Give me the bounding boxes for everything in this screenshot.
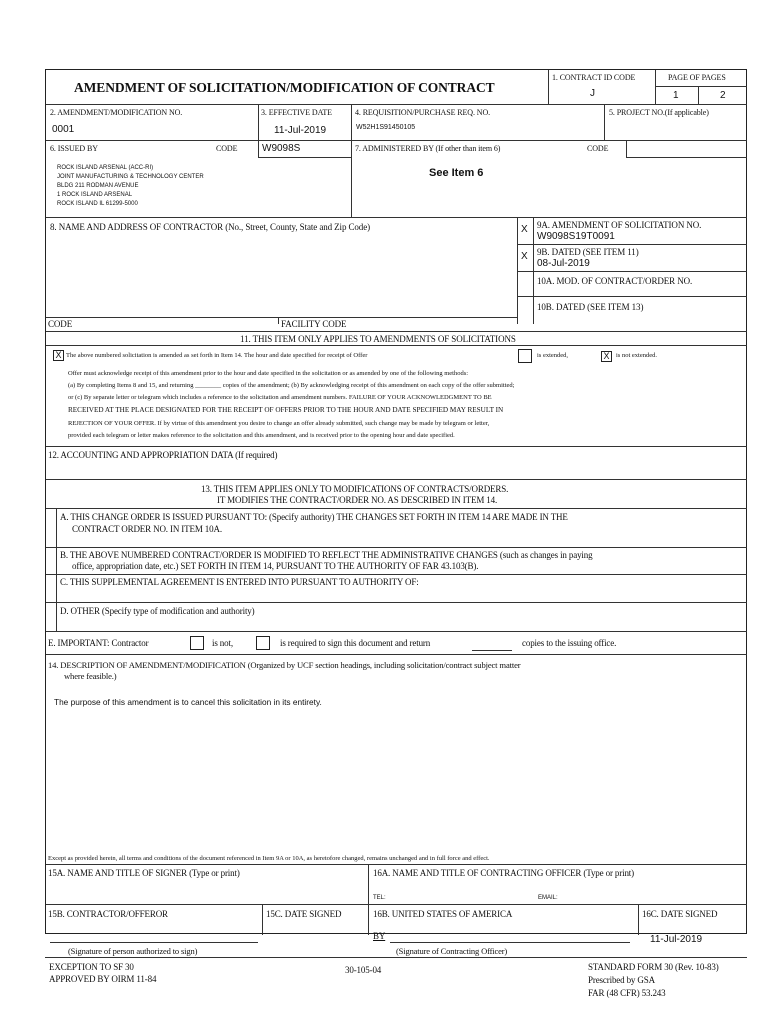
- item14-footer-note: Except as provided herein, all terms and conditions of the document referenced in Item 9A or 10A, as heretofore changed, remains unchanged and in full force and effect.: [48, 855, 490, 862]
- copies-blank-line: [472, 650, 512, 651]
- officer-signature-line: [390, 942, 630, 943]
- item14-description: The purpose of this amendment is to cancel this solicitation in its entirety.: [54, 697, 322, 707]
- issuer-address-line: ROCK ISLAND IL 61299-5000: [57, 201, 138, 207]
- issued-code: W9098S: [262, 143, 301, 154]
- item14-label-2: where feasible.): [64, 671, 117, 681]
- signature-person-caption: (Signature of person authorized to sign): [68, 946, 198, 956]
- important-is-not: is not,: [212, 638, 233, 648]
- item13-b-line2: office, appropriation date, etc.) SET FORTH IN ITEM 14, PURSUANT TO THE AUTHORITY OF FAR 43.103(B).: [72, 561, 479, 571]
- instruction-line: RECEIVED AT THE PLACE DESIGNATED FOR THE RECEIPT OF OFFERS PRIOR TO THE HOUR AND DATE SPECIFIED MAY RESULT IN: [68, 406, 504, 414]
- instruction-line: provided each telegram or letter makes reference to the solicitation and this amendment, and is received prior to the opening hour and date specified.: [68, 432, 455, 439]
- project-no-label: 5. PROJECT NO.(If applicable): [609, 108, 709, 117]
- tel-label: TEL:: [373, 895, 386, 901]
- issuer-address-line: 1 ROCK ISLAND ARSENAL: [57, 192, 133, 198]
- date-signed-15c-label: 15C. DATE SIGNED: [266, 909, 342, 919]
- footer-standard-form: STANDARD FORM 30 (Rev. 10-83): [588, 962, 719, 972]
- total-pages: 2: [720, 90, 726, 101]
- item13-heading-2: IT MODIFIES THE CONTRACT/ORDER NO. AS DESCRIBED IN ITEM 14.: [217, 495, 498, 505]
- instruction-line: (a) By completing Items 8 and 15, and returning ________ copies of the amendment; (b) By acknowledging receipt of this amendment on each copy of the offer submitted;: [68, 382, 515, 389]
- important-label: E. IMPORTANT: Contractor: [48, 638, 149, 648]
- amendment-no: 0001: [52, 124, 75, 135]
- important-copies: copies to the issuing office.: [522, 638, 617, 648]
- requisition-no: W52H1S91450105: [356, 124, 416, 131]
- contractor-code-label: CODE: [48, 319, 73, 329]
- mod-10a-label: 10A. MOD. OF CONTRACT/ORDER NO.: [537, 276, 693, 286]
- footer-form-number: 30-105-04: [345, 965, 382, 975]
- page-number: 1: [673, 90, 679, 101]
- admin-code-label: CODE: [587, 144, 609, 153]
- facility-code-label: FACILITY CODE: [281, 319, 347, 329]
- see-item-6: See Item 6: [429, 167, 484, 179]
- contractor-offeror-label: 15B. CONTRACTOR/OFFEROR: [48, 909, 168, 919]
- item13-b-line1: B. THE ABOVE NUMBERED CONTRACT/ORDER IS MODIFIED TO REFLECT THE ADMINISTRATIVE CHANGES (such as changes in paying: [60, 550, 593, 560]
- item11-heading: 11. THIS ITEM ONLY APPLIES TO AMENDMENTS OF SOLICITATIONS: [240, 334, 516, 344]
- amendment-9a-value: W9098S19T0091: [537, 231, 615, 242]
- item13-heading-1: 13. THIS ITEM APPLIES ONLY TO MODIFICATIONS OF CONTRACTS/ORDERS.: [201, 484, 509, 494]
- item14-label-1: 14. DESCRIPTION OF AMENDMENT/MODIFICATION (Organized by UCF section headings, including solicitation/contract subject matter: [48, 660, 521, 670]
- amended-text: The above numbered solicitation is amended as set forth in Item 14. The hour and date specified for receipt of Offer: [66, 352, 368, 359]
- extended-checkbox[interactable]: [518, 349, 532, 363]
- signature-officer-caption: (Signature of Contracting Officer): [396, 946, 508, 956]
- contract-id-code-label: 1. CONTRACT ID CODE: [552, 73, 636, 82]
- usa-label: 16B. UNITED STATES OF AMERICA: [373, 909, 513, 919]
- amendment-no-label: 2. AMENDMENT/MODIFICATION NO.: [50, 108, 183, 117]
- date-16c-value: 11-Jul-2019: [650, 934, 703, 945]
- issued-code-label: CODE: [216, 144, 238, 153]
- important-is-required: is required to sign this document and return: [280, 638, 431, 648]
- contractor-is-required-checkbox[interactable]: [256, 636, 270, 650]
- contractor-name-label: 8. NAME AND ADDRESS OF CONTRACTOR (No., Street, County, State and Zip Code): [50, 222, 371, 232]
- instruction-line: Offer must acknowledge receipt of this amendment prior to the hour and date specified in the solicitation or as amended by one of the following methods:: [68, 370, 469, 377]
- dated-10b-label: 10B. DATED (SEE ITEM 13): [537, 302, 644, 312]
- item13-c-line: C. THIS SUPPLEMENTAL AGREEMENT IS ENTERED INTO PURSUANT TO AUTHORITY OF:: [60, 577, 419, 587]
- issued-by-label: 6. ISSUED BY: [50, 144, 98, 153]
- signer-label: 15A. NAME AND TITLE OF SIGNER (Type or print): [48, 868, 240, 878]
- dated-9b-mark: X: [521, 251, 528, 262]
- instruction-line: REJECTION OF YOUR OFFER. If by virtue of this amendment you desire to change an offer already submitted, such change may be made by telegram or letter,: [68, 420, 490, 427]
- item13-d-line: D. OTHER (Specify type of modification and authority): [60, 606, 255, 616]
- dated-9b-value: 08-Jul-2019: [537, 258, 590, 269]
- footer-prescribed: Prescribed by GSA: [588, 975, 655, 985]
- item12-label: 12. ACCOUNTING AND APPROPRIATION DATA (If required): [48, 450, 278, 460]
- officer-label: 16A. NAME AND TITLE OF CONTRACTING OFFICER (Type or print): [373, 868, 634, 878]
- by-label: BY: [373, 931, 386, 941]
- contractor-is-not-checkbox[interactable]: [190, 636, 204, 650]
- instruction-line: or (c) By separate letter or telegram which includes a reference to the solicitation and amendment numbers. FAILURE OF YOUR ACKNOWLEDGMENT TO BE: [68, 394, 492, 401]
- item13-a-line1: A. THIS CHANGE ORDER IS ISSUED PURSUANT TO: (Specify authority) THE CHANGES SET FORTH IN ITEM 14 ARE MADE IN THE: [60, 512, 568, 522]
- amended-checkbox[interactable]: X: [53, 350, 64, 361]
- form-title: AMENDMENT OF SOLICITATION/MODIFICATION OF CONTRACT: [74, 80, 495, 95]
- issuer-address-line: BLDG 211 RODMAN AVENUE: [57, 183, 139, 189]
- contract-id-code: J: [590, 88, 595, 99]
- requisition-label: 4. REQUISITION/PURCHASE REQ. NO.: [355, 108, 491, 117]
- administered-by-label: 7. ADMINISTERED BY (If other than item 6): [355, 144, 501, 153]
- dated-9b-label: 9B. DATED (SEE ITEM 11): [537, 247, 639, 257]
- footer-far: FAR (48 CFR) 53.243: [588, 988, 666, 998]
- amendment-9a-label: 9A. AMENDMENT OF SOLICITATION NO.: [537, 220, 702, 230]
- page-of-pages-label: PAGE OF PAGES: [668, 73, 726, 82]
- issuer-address-line: ROCK ISLAND ARSENAL (ACC-RI): [57, 165, 154, 171]
- contractor-signature-line: [50, 942, 258, 943]
- footer-exception: EXCEPTION TO SF 30: [49, 962, 134, 972]
- date-signed-16c-label: 16C. DATE SIGNED: [642, 909, 718, 919]
- footer-approved: APPROVED BY OIRM 11-84: [49, 974, 157, 984]
- email-label: EMAIL:: [538, 895, 558, 901]
- item13-a-line2: CONTRACT ORDER NO. IN ITEM 10A.: [72, 524, 222, 534]
- not-extended-checkbox[interactable]: X: [601, 351, 612, 362]
- sf30-form: [45, 69, 747, 945]
- not-extended-label: is not extended.: [616, 352, 657, 359]
- amendment-9a-mark: X: [521, 224, 528, 235]
- effective-date: 11-Jul-2019: [274, 125, 327, 136]
- extended-label: is extended,: [537, 352, 569, 359]
- effective-date-label: 3. EFFECTIVE DATE: [261, 108, 332, 117]
- issuer-address-line: JOINT MANUFACTURING & TECHNOLOGY CENTER: [57, 174, 204, 180]
